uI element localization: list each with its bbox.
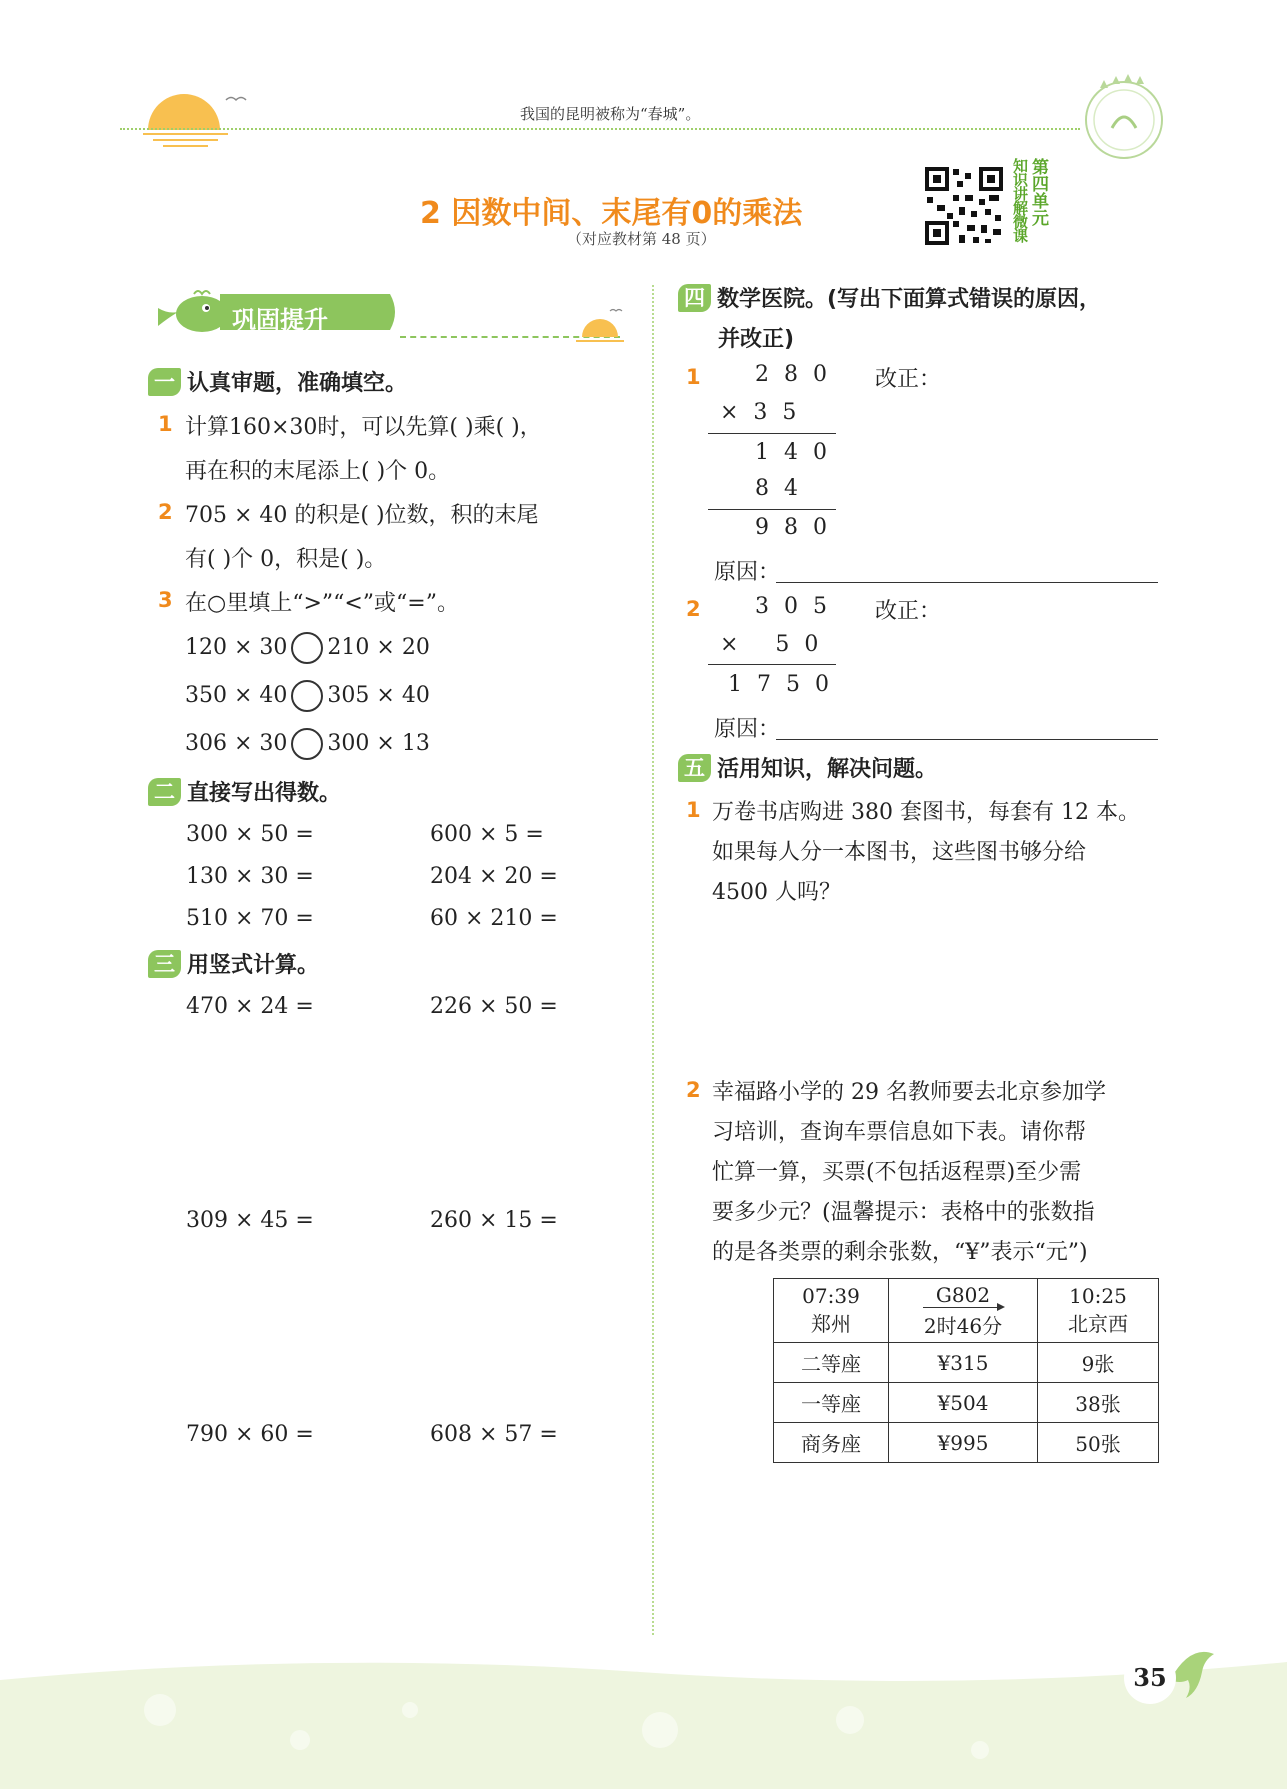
- train-number: G802: [935, 1282, 991, 1307]
- calc-1-row: 8 4: [755, 476, 802, 501]
- calc-2-row: 1 7 5 0: [728, 672, 833, 697]
- written-item: 790 × 60 =: [186, 1422, 314, 1447]
- written-item: 470 × 24 =: [186, 994, 314, 1019]
- compare-circle[interactable]: [291, 632, 323, 664]
- problem-2-line: 幸福路小学的 29 名教师要去北京参加学: [712, 1080, 1106, 1105]
- seat-class: 一等座: [774, 1383, 889, 1423]
- calc-1-number: 1: [686, 365, 701, 389]
- qr-caption-unit: 第四单元: [1028, 158, 1048, 226]
- section-1-title: 认真审题，准确填空。: [187, 371, 408, 396]
- calc-1-row: × 3 5: [720, 400, 801, 425]
- q2-line2: 有( )个 0，积是( )。: [185, 547, 387, 572]
- calc-2-row: 3 0 5: [755, 594, 831, 619]
- oral-item: 204 × 20 =: [430, 864, 558, 889]
- qr-caption: [1012, 158, 1054, 242]
- calc-1-row: 9 8 0: [755, 515, 831, 540]
- seat-price: ¥995: [889, 1423, 1038, 1463]
- calc-2-number: 2: [686, 597, 701, 621]
- seat-class: 二等座: [774, 1343, 889, 1383]
- oral-item: 300 × 50 =: [186, 822, 314, 847]
- seat-price: ¥504: [889, 1383, 1038, 1423]
- problem-2-line: 要多少元？(温馨提示：表格中的张数指: [712, 1200, 1095, 1225]
- arrive-time: 10:25: [1069, 1284, 1127, 1308]
- compare-circle[interactable]: [291, 728, 323, 760]
- column-divider: [652, 285, 654, 1635]
- q2-line1: 705 × 40 的积是( )位数，积的末尾: [185, 503, 539, 528]
- problem-2-line: 忙算一算，买票(不包括返程票)至少需: [712, 1160, 1082, 1185]
- compare-right: 210 × 20: [327, 635, 430, 660]
- written-item: 226 × 50 =: [430, 994, 558, 1019]
- problem-1-number: 1: [686, 798, 701, 822]
- section-4-badge: 四: [678, 284, 711, 312]
- problem-2-line: 习培训，查询车票信息如下表。请你帮: [712, 1120, 1087, 1145]
- q2-number: 2: [158, 500, 173, 524]
- problem-1-line: 万卷书店购进 380 套图书，每套有 12 本。: [712, 800, 1140, 825]
- problem-1-line: 如果每人分一本图书，这些图书够分给: [712, 840, 1087, 865]
- table-row: [774, 1423, 1159, 1463]
- compare-right: 305 × 40: [327, 683, 430, 708]
- written-item: 309 × 45 =: [186, 1208, 314, 1233]
- depart-station: 郑州: [811, 1312, 851, 1336]
- header-slogan: 我国的昆明被称为“春城”。: [520, 105, 701, 123]
- table-row: [774, 1383, 1159, 1423]
- seats-left: 9张: [1038, 1343, 1159, 1383]
- depart-cell: [774, 1279, 889, 1343]
- banner-label: 巩固提升: [232, 306, 328, 334]
- written-item: 608 × 57 =: [430, 1422, 558, 1447]
- section-5-heading: [678, 752, 937, 783]
- page-title: 2 因数中间、末尾有0的乘法: [420, 196, 803, 231]
- oral-item: 130 × 30 =: [186, 864, 314, 889]
- q1-number: 1: [158, 412, 173, 436]
- depart-time: 07:39: [802, 1284, 860, 1308]
- reason-answer-line[interactable]: [776, 560, 1158, 583]
- section-4-title: 数学医院。(写出下面算式错误的原因，: [717, 287, 1102, 312]
- calc-line: [708, 509, 836, 510]
- problem-1-line: 4500 人吗？: [712, 880, 841, 905]
- seat-class: 商务座: [774, 1423, 889, 1463]
- written-item: 260 × 15 =: [430, 1208, 558, 1233]
- table-row: [774, 1343, 1159, 1383]
- q1-line1: 计算160×30时，可以先算( )乘( )，: [185, 415, 542, 440]
- ticket-table: [773, 1278, 1159, 1463]
- sunrise-decoration-icon: [118, 72, 248, 152]
- seats-left: 38张: [1038, 1383, 1159, 1423]
- footer-wave: [0, 1650, 1287, 1789]
- section-5-badge: 五: [678, 754, 711, 782]
- q3-number: 3: [158, 588, 173, 612]
- reason-label: 原因：: [714, 717, 781, 742]
- compare-right: 300 × 13: [327, 731, 430, 756]
- reason-answer-line[interactable]: [776, 717, 1158, 740]
- section-5-title: 活用知识，解决问题。: [717, 757, 938, 782]
- arrow-right-icon: [923, 1307, 1003, 1308]
- calc-2-row: × 5 0: [720, 632, 823, 657]
- page-subtitle: （对应教材第 48 页）: [567, 230, 716, 248]
- section-3-title: 用竖式计算。: [187, 953, 320, 978]
- q1-line2: 再在积的末尾添上( )个 0。: [185, 459, 451, 484]
- trip-duration: 2时46分: [923, 1313, 1003, 1338]
- compare-row: [185, 632, 430, 664]
- calc-line: [708, 664, 836, 665]
- section-2-heading: [148, 776, 341, 807]
- compare-left: 350 × 40: [185, 683, 288, 708]
- oral-item: 60 × 210 =: [430, 906, 558, 931]
- compare-left: 306 × 30: [185, 731, 288, 756]
- publisher-logo-icon: [1078, 70, 1170, 162]
- train-cell: [889, 1279, 1038, 1343]
- arrive-station: 北京西: [1068, 1312, 1128, 1336]
- section-4-heading: [678, 282, 1101, 313]
- compare-left: 120 × 30: [185, 635, 288, 660]
- compare-row: [185, 680, 430, 712]
- compare-row: [185, 728, 430, 760]
- correction-label: 改正：: [875, 367, 942, 392]
- section-2-badge: 二: [148, 778, 181, 806]
- small-sun-icon: [570, 305, 630, 349]
- header-divider: [120, 128, 1080, 130]
- calc-1-row: 2 8 0: [755, 362, 831, 387]
- problem-2-line: 的是各类票的剩余张数，“¥”表示“元”): [712, 1240, 1088, 1265]
- page-number: 35: [1124, 1652, 1176, 1704]
- seats-left: 50张: [1038, 1423, 1159, 1463]
- oral-item: 510 × 70 =: [186, 906, 314, 931]
- qr-code-icon[interactable]: [923, 165, 1005, 247]
- section-1-heading: [148, 366, 407, 397]
- arrive-cell: [1038, 1279, 1159, 1343]
- q3-line1: 在○里填上“>”“<”或“=”。: [185, 591, 459, 616]
- problem-2-number: 2: [686, 1078, 701, 1102]
- seat-price: ¥315: [889, 1343, 1038, 1383]
- section-1-badge: 一: [148, 368, 181, 396]
- section-4-title-cont: 并改正): [718, 327, 795, 352]
- section-3-badge: 三: [148, 950, 181, 978]
- calc-1-row: 1 4 0: [755, 440, 831, 465]
- correction-label: 改正：: [875, 599, 942, 624]
- table-header-row: [774, 1279, 1159, 1343]
- section-2-title: 直接写出得数。: [187, 781, 342, 806]
- qr-caption-lesson: 知识讲解微课: [1011, 158, 1029, 242]
- compare-circle[interactable]: [291, 680, 323, 712]
- oral-item: 600 × 5 =: [430, 822, 544, 847]
- calc-line: [708, 433, 836, 434]
- reason-label: 原因：: [714, 560, 781, 585]
- section-3-heading: [148, 948, 319, 979]
